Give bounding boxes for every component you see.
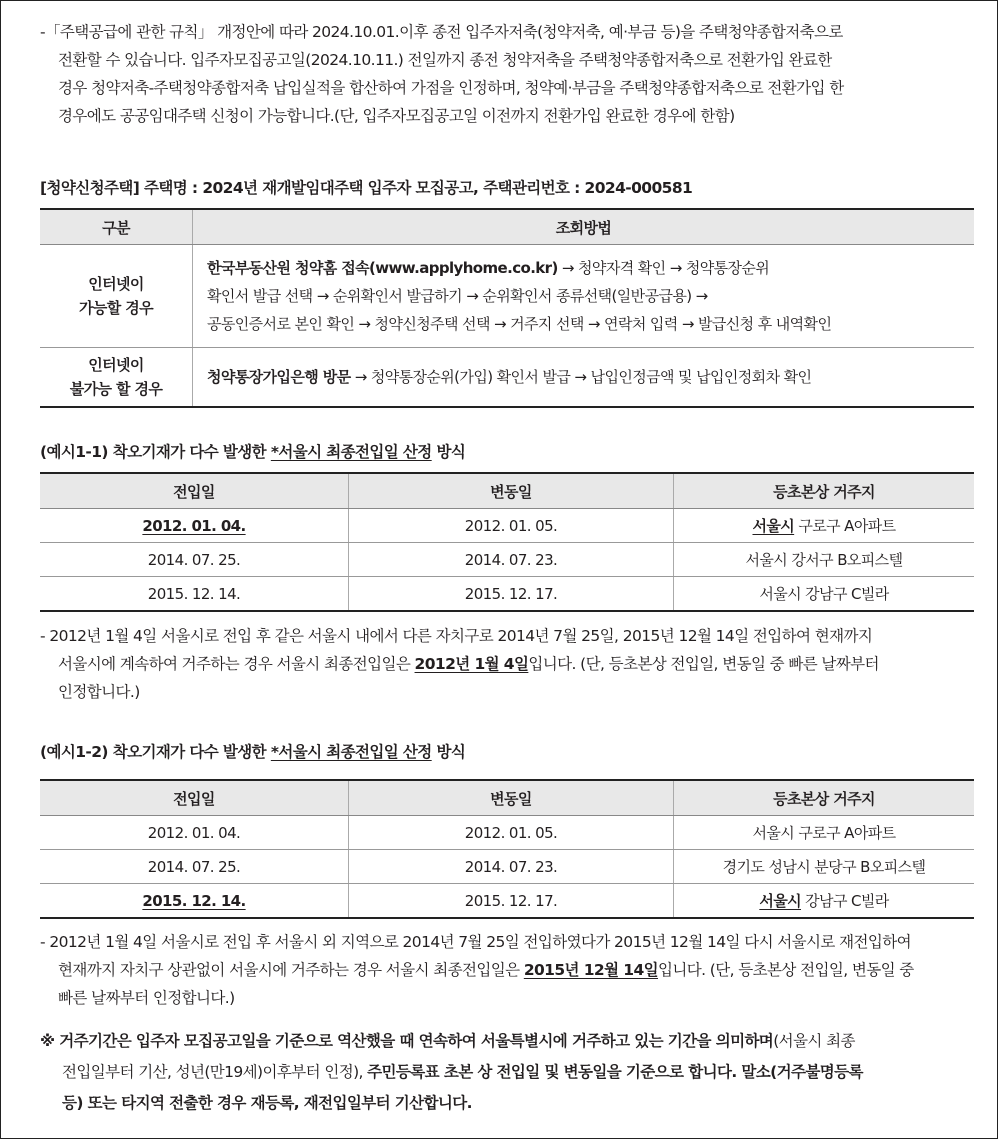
table-row [40,816,974,850]
table-header-row [40,473,974,509]
method-cell [193,245,975,348]
residence-footnote [40,1026,984,1119]
table-row [40,543,974,577]
change-date: 2012. 01. 05. [349,509,674,543]
change-date: 2014. 07. 23. [349,850,674,884]
address [674,509,975,543]
heading-underlined: *서울시 최종전입일 산정 [270,443,432,461]
address [674,577,975,612]
example2-table [40,779,974,919]
intro-line-3: 경우 청약저축-주택청약종합저축 납입실적을 합산하여 가점을 인정하며, 청약예·부금을 주택청약종합저축으로 전환가입 한 [58,79,844,97]
method-step: 확인서 발급 선택 → 순위확인서 발급하기 → 순위확인서 종류선택(일반공급용) → [207,287,708,305]
moved-in-date: 2015. 12. 14. [40,577,349,612]
method-heading: [청약신청주택] 주택명 : 2024년 재개발임대주택 입주자 모집공고, 주택관리번호 : 2024-000581 [40,179,693,197]
address-rest: 성남시 분당구 B오피스텔 [764,858,926,876]
final-move-in-date: 2015년 12월 14일 [523,961,659,979]
table-header-row [40,780,974,816]
heading-underlined: *서울시 최종전입일 산정 [270,743,432,761]
address-city: 서울시 [759,892,801,910]
address-city: 경기도 [722,858,765,876]
note-line: 빠른 날짜부터 인정합니다.) [58,989,235,1007]
footnote-bold: 주민등록표 초본 상 전입일 및 변동일을 기준으로 합니다. 말소(거주불명등록 [367,1063,863,1081]
column-header: 전입일 [40,780,349,816]
heading-text: 방식 [431,743,466,761]
change-date: 2015. 12. 17. [349,884,674,919]
heading-text: 방식 [431,443,466,461]
note-line: 인정합니다.) [58,683,140,701]
table-header-row [40,209,974,245]
address [674,850,975,884]
method-step: 공동인증서로 본인 확인 → 청약신청주택 선택 → 거주지 선택 → 연락처 입력 → 발급신청 후 내역확인 [207,315,832,333]
table-row [40,348,974,408]
method-table [40,208,974,408]
row-label-line: 인터넷이 [88,356,144,374]
note-line: 입니다. (단, 등초본상 전입일, 변동일 중 빠른 날짜부터 [528,655,879,673]
footnote-bold: 등) 또는 타지역 전출한 경우 재등록, 재전입일부터 기산합니다. [62,1094,472,1112]
intro-paragraph [40,18,984,130]
intro-line-2: 전환할 수 있습니다. 입주자모집공고일(2024.10.11.) 전일까지 종전 청약저축을 주택청약종합저축으로 전환가입 완료한 [58,51,832,69]
moved-in-date: 2012. 01. 04. [40,509,349,543]
address-city: 서울시 [759,585,801,603]
method-step: → 청약통장순위(가입) 확인서 발급 → 납입인정금액 및 납입인정회차 확인 [350,368,812,386]
row-label [40,348,193,408]
moved-in-date: 2014. 07. 25. [40,850,349,884]
table-row [40,509,974,543]
intro-line-4: 경우에도 공공임대주택 신청이 가능합니다.(단, 입주자모집공고일 이전까지 전환가입 완료한 경우에 한함) [58,107,735,125]
example1-note [40,622,984,706]
column-header: 구분 [40,209,193,245]
method-cell [193,348,975,408]
address-rest: 강서구 B오피스텔 [787,551,903,569]
footnote-text: 전입일부터 기산, 성년(만19세)이후부터 인정), [62,1063,368,1081]
column-header: 변동일 [349,473,674,509]
moved-in-date: 2015. 12. 14. [40,884,349,919]
table-row [40,884,974,919]
address-rest: 구로구 A아파트 [794,824,896,842]
intro-line-1: -「주택공급에 관한 규칙」 개정안에 따라 2024.10.01.이후 종전 입주자저축(청약저축, 예·부금 등)을 주택청약종합저축으로 [40,23,843,41]
column-header: 등초본상 거주지 [674,780,975,816]
moved-in-date: 2012. 01. 04. [40,816,349,850]
table-row [40,577,974,612]
example2-note [40,928,984,1012]
column-header: 조회방법 [193,209,975,245]
row-label [40,245,193,348]
address-city: 서울시 [752,517,795,535]
address [674,543,975,577]
address-rest: 강남구 C빌라 [801,892,889,910]
address-rest: 강남구 C빌라 [801,585,889,603]
note-line: 입니다. (단, 등초본상 전입일, 변동일 중 [658,961,914,979]
change-date: 2014. 07. 23. [349,543,674,577]
column-header: 변동일 [349,780,674,816]
moved-in-date: 2014. 07. 25. [40,543,349,577]
row-label-line: 인터넷이 [88,275,144,293]
change-date: 2015. 12. 17. [349,577,674,612]
column-header: 전입일 [40,473,349,509]
example1-table [40,472,974,612]
address-city: 서울시 [752,824,795,842]
footnote-text: (서울시 최종 [773,1032,855,1050]
address [674,816,975,850]
note-line: - 2012년 1월 4일 서울시로 전입 후 같은 서울시 내에서 다른 자치구로 2014년 7월 25일, 2015년 12월 14일 전입하여 현재까지 [40,627,873,645]
row-label-line: 가능할 경우 [78,299,154,317]
note-line: 서울시에 계속하여 거주하는 경우 서울시 최종전입일은 [58,655,415,673]
method-site: 청약통장가입은행 방문 [207,368,351,386]
heading-text: (예시1-2) 착오기재가 다수 발생한 [40,743,271,761]
footnote-bold: ※ 거주기간은 입주자 모집공고일을 기준으로 역산했을 때 연속하여 서울특별시에 거주하고 있는 기간을 의미하며 [40,1032,774,1050]
table-row [40,245,974,348]
change-date: 2012. 01. 05. [349,816,674,850]
address-city: 서울시 [745,551,788,569]
method-step: → 청약자격 확인 → 청약통장순위 [557,259,770,277]
heading-text: (예시1-1) 착오기재가 다수 발생한 [40,443,271,461]
method-site: 한국부동산원 청약홈 접속(www.applyhome.co.kr) [207,259,558,277]
address-rest: 구로구 A아파트 [794,517,896,535]
row-label-line: 불가능 할 경우 [69,380,163,398]
example1-heading [40,440,465,462]
note-line: - 2012년 1월 4일 서울시로 전입 후 서울시 외 지역으로 2014년 7월 25일 전입하였다가 2015년 12월 14일 다시 서울시로 재전입하여 [40,933,911,951]
note-line: 현재까지 자치구 상관없이 서울시에 거주하는 경우 서울시 최종전입일은 [58,961,524,979]
column-header: 등초본상 거주지 [674,473,975,509]
final-move-in-date: 2012년 1월 4일 [414,655,529,673]
example2-heading [40,740,465,762]
table-row [40,850,974,884]
address [674,884,975,919]
